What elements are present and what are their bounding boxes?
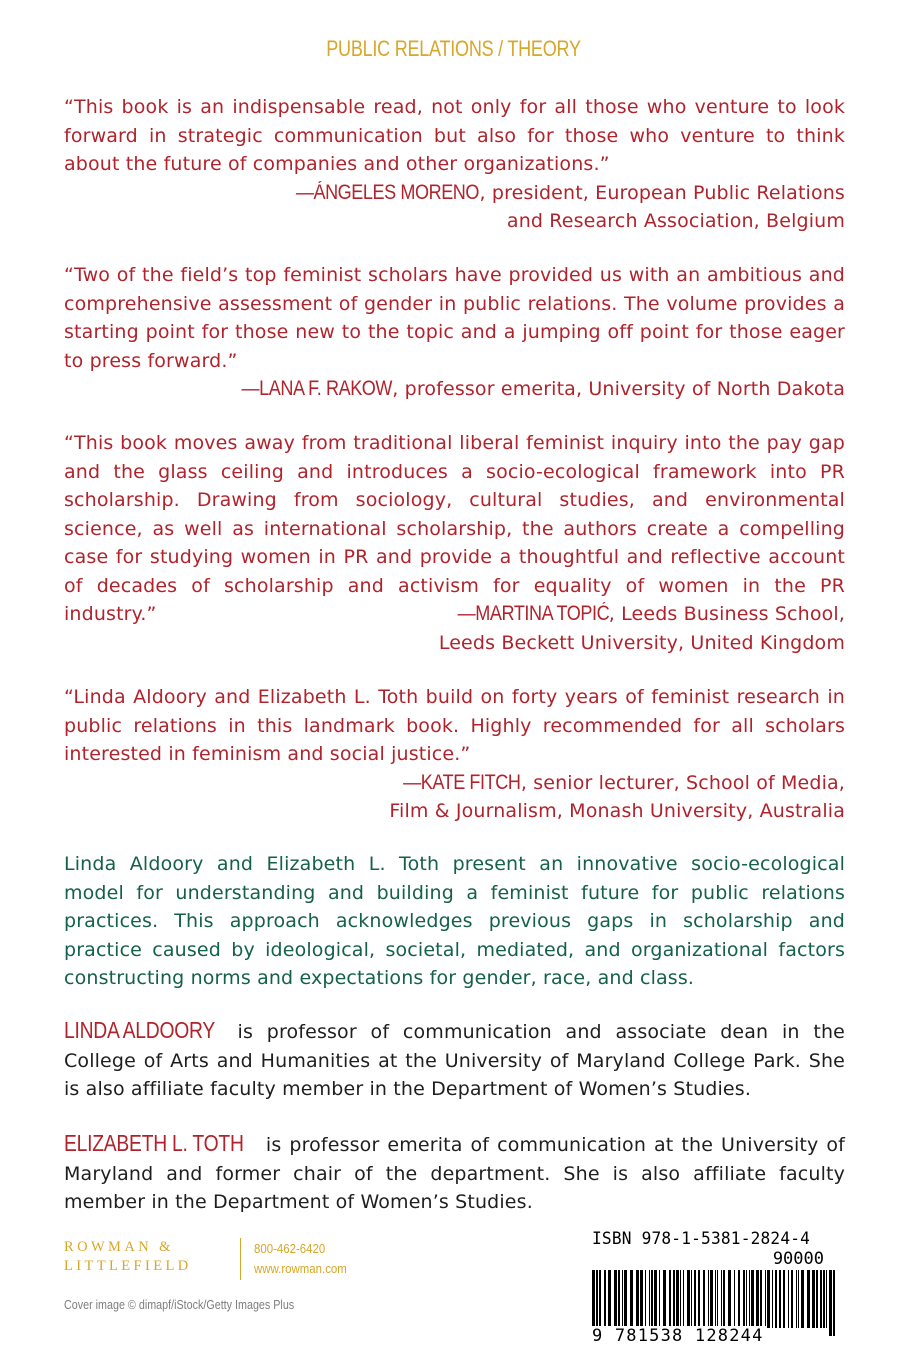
quote-text: “Two of the field’s top feminist scholars have provided us with an ambitious and comprehensive assessment of gender in public relations. The volume provides a starting point for those new to the topic and a jumping off point for those eager to press forward.” (64, 264, 845, 372)
barcode-bar (663, 1270, 666, 1328)
barcode-bar (767, 1270, 770, 1328)
quote-text: “This book is an indispensable read, not only for all those who venture to look forward in strategic communication but also for those who venture to think about the future of companies and other organizations.” (64, 96, 845, 175)
barcode-bar (694, 1270, 696, 1328)
barcode-bar (683, 1270, 684, 1328)
quote-attribution: —MARTINA TOPIĆ, Leeds Business School, Leeds Beckett University, United Kingdom (438, 602, 845, 654)
barcode-bar (654, 1270, 657, 1328)
author-bio-2 (64, 1129, 845, 1217)
barcode-bar (698, 1270, 700, 1328)
endorsement-2 (64, 261, 845, 404)
barcode-bar (649, 1270, 650, 1328)
ean-digits: 9 781538 128244 (592, 1326, 764, 1346)
barcode-bar (798, 1270, 799, 1328)
author-name: ELIZABETH L. TOTH (64, 1130, 244, 1156)
author-name: LINDA ALDOORY (64, 1017, 216, 1043)
barcode-bar (807, 1270, 810, 1328)
author-bio-1 (64, 1016, 845, 1104)
barcode-bar (796, 1270, 797, 1328)
publisher-block (64, 1238, 347, 1276)
publisher-divider (240, 1238, 241, 1280)
barcode-bar (703, 1270, 705, 1328)
barcode-bar (783, 1270, 785, 1328)
barcode-bar (772, 1270, 773, 1328)
barcode-bar (680, 1270, 681, 1328)
barcode-bar (734, 1270, 735, 1328)
barcode-bar (751, 1270, 754, 1328)
barcode-bar (833, 1270, 835, 1336)
quote-attribution: —KATE FITCH, senior lecturer, School of Media, Film & Journalism, Monash University, Australia (389, 770, 845, 822)
publisher-website[interactable]: www.rowman.com (254, 1261, 347, 1276)
author-bio-text: is professor emerita of communication at the University of Maryland and former chair of the department. She is also affiliate faculty member in the Department of Women’s Studies. (64, 1134, 845, 1213)
publisher-logo: ROWMAN & LITTLEFIELD (64, 1239, 192, 1274)
book-description (64, 850, 845, 993)
barcode-bar (823, 1270, 825, 1328)
barcode-bar (673, 1270, 675, 1328)
barcode-bar (636, 1270, 639, 1328)
barcode-bar (710, 1270, 713, 1328)
endorser-name: —MARTINA TOPIĆ (457, 602, 609, 625)
barcode-bar (829, 1270, 832, 1336)
barcode-bar (651, 1270, 653, 1328)
barcode-bar (618, 1270, 620, 1328)
barcode-bar (708, 1270, 709, 1328)
author-bio-text: is professor of communication and associate dean in the College of Arts and Humanities at the University of Maryland College Park. She is also affiliate faculty member in the Department of Women’s Studies. (64, 1021, 845, 1100)
quote-text: “This book moves away from traditional liberal feminist inquiry into the pay gap and the glass ceiling and introduces a socio-ecological framework into PR scholarship. Drawing from sociology, cultural studies, and environmental science, as well as international scholarship, the authors create a compelling case for studying women in PR and provide a thoughtful and reflective account of decades of scholarship and activism for equality of women in the PR industry.” (64, 432, 845, 625)
barcode-bar (630, 1270, 633, 1328)
endorsement-3 (64, 429, 845, 657)
endorser-name: —LANA F. RAKOW (241, 377, 393, 400)
barcode-bar (738, 1270, 740, 1328)
endorsement-4 (64, 683, 845, 826)
barcode-bar (676, 1270, 679, 1328)
description-text: Linda Aldoory and Elizabeth L. Toth present an innovative socio-ecological model for understanding and building a feminist future for public relations practices. This approach acknowledges previous gaps in scholarship and practice caused by ideological, societal, mediated, and organizational factors constructing norms and expectations for gender, race, and class. (64, 853, 845, 989)
barcode-bar (691, 1270, 692, 1328)
barcode-bar (746, 1270, 747, 1328)
isbn-barcode (584, 1226, 846, 1354)
endorser-name: —ÁNGELES MORENO (296, 180, 480, 204)
barcode-bar (791, 1270, 793, 1328)
category-label: PUBLIC RELATIONS / THEORY (326, 36, 581, 61)
publisher-phone: 800-462-6420 (254, 1241, 326, 1256)
barcode-bar (599, 1270, 601, 1328)
endorser-name: —KATE FITCH (403, 770, 521, 794)
barcode-bar (659, 1270, 660, 1328)
barcode-bar (779, 1270, 781, 1328)
barcode-bar (756, 1270, 759, 1328)
barcode-bar (614, 1270, 617, 1328)
barcode-bar (721, 1270, 722, 1328)
barcode-bar (749, 1270, 750, 1328)
barcode-bar (765, 1270, 766, 1328)
barcode-bar (728, 1270, 731, 1328)
quote-text: “Linda Aldoory and Elizabeth L. Toth build on forty years of feminist research in public relations in this landmark book. Highly recommended for all scholars interested in feminism and social justice.” (64, 686, 845, 765)
price-code: 90000 (772, 1249, 824, 1269)
cover-image-credit: Cover image © dimapf/iStock/Getty Images Plus (64, 1298, 295, 1312)
barcode-bar (604, 1270, 606, 1328)
barcode-bar (788, 1270, 789, 1328)
barcode-bar (669, 1270, 671, 1328)
barcode-bar (826, 1270, 827, 1328)
endorsement-1 (64, 93, 845, 236)
barcode-bar (640, 1270, 643, 1328)
barcode-bar (743, 1270, 745, 1328)
barcode-bar (608, 1270, 611, 1328)
barcode-bar (801, 1270, 804, 1328)
barcode-bar (687, 1270, 690, 1328)
quote-attribution: —LANA F. RAKOW, professor emerita, University of North Dakota (64, 375, 845, 404)
barcode-bar (812, 1270, 815, 1328)
quote-attribution: —ÁNGELES MORENO, president, European Public Relations and Research Association, Belgium (296, 180, 845, 232)
barcode-bar (760, 1270, 762, 1328)
barcode-bar (816, 1270, 818, 1328)
publisher-contact (254, 1239, 347, 1279)
barcode-bar (723, 1270, 725, 1328)
barcode-bar (624, 1270, 627, 1328)
isbn-text: ISBN 978-1-5381-2824-4 (592, 1229, 811, 1249)
barcode-bar (622, 1270, 623, 1328)
barcode-bar (820, 1270, 822, 1328)
barcode-bar (775, 1270, 777, 1328)
barcode-bar (645, 1270, 646, 1328)
